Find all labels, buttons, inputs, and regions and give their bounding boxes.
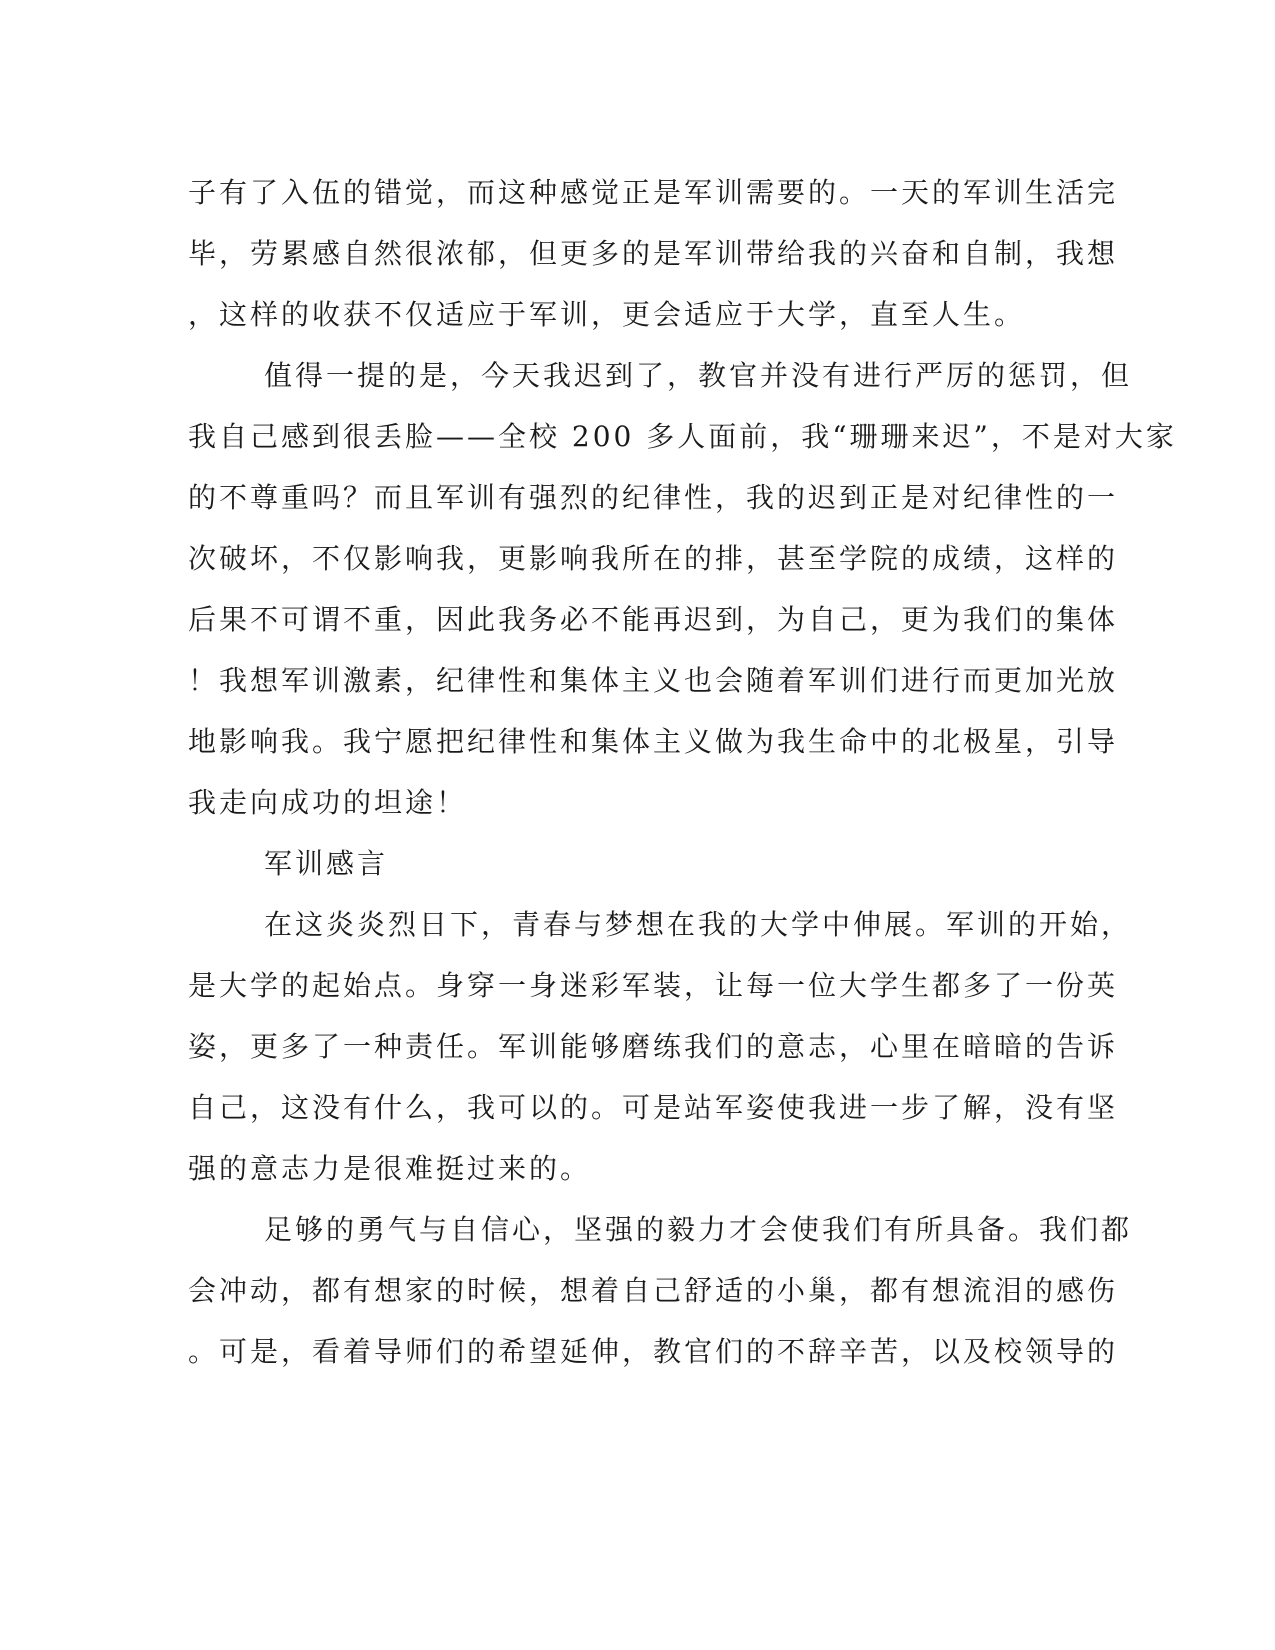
text-line: 是大学的起始点。身穿一身迷彩军装，让每一位大学生都多了一份英 [188,969,1119,1002]
text-line: 会冲动，都有想家的时候，想着自己舒适的小巢，都有想流泪的感伤 [188,1274,1119,1307]
text-line: ！我想军训激素，纪律性和集体主义也会随着军训们进行而更加光放 [188,664,1119,697]
text-line: ，这样的收获不仅适应于军训，更会适应于大学，直至人生。 [188,298,1026,331]
text-line: 我自己感到很丢脸——全校 200 多人面前，我“珊珊来迟”，不是对大家 [188,420,1177,453]
text-line: 的不尊重吗？而且军训有强烈的纪律性，我的迟到正是对纪律性的一 [188,481,1119,514]
text-line: 姿，更多了一种责任。军训能够磨练我们的意志，心里在暗暗的告诉 [188,1030,1119,1063]
paragraph-start-line: 值得一提的是，今天我迟到了，教官并没有进行严厉的惩罚，但 [264,359,1133,392]
paragraph-start-line: 在这炎炎烈日下，青春与梦想在我的大学中伸展。军训的开始， [264,908,1133,941]
text-line: 次破坏，不仅影响我，更影响我所在的排，甚至学院的成绩，这样的 [188,542,1119,575]
text-line: 强的意志力是很难挺过来的。 [188,1152,592,1185]
body-text [188,162,1177,1382]
text-line: 子有了入伍的错觉，而这种感觉正是军训需要的。一天的军训生活完 [188,176,1119,209]
text-line: 我走向成功的坦途！ [188,786,468,819]
text-line: 自己，这没有什么，我可以的。可是站军姿使我进一步了解，没有坚 [188,1091,1119,1124]
text-line: 后果不可谓不重，因此我务必不能再迟到，为自己，更为我们的集体 [188,603,1119,636]
text-line: 。可是，看着导师们的希望延伸，教官们的不辞辛苦，以及校领导的 [188,1335,1119,1368]
text-line: 毕，劳累感自然很浓郁，但更多的是军训带给我的兴奋和自制，我想 [188,237,1119,270]
paragraph-start-line: 足够的勇气与自信心，坚强的毅力才会使我们有所具备。我们都 [264,1213,1133,1246]
section-heading: 军训感言 [264,847,389,880]
text-line: 地影响我。我宁愿把纪律性和集体主义做为我生命中的北极星，引导 [188,725,1119,758]
